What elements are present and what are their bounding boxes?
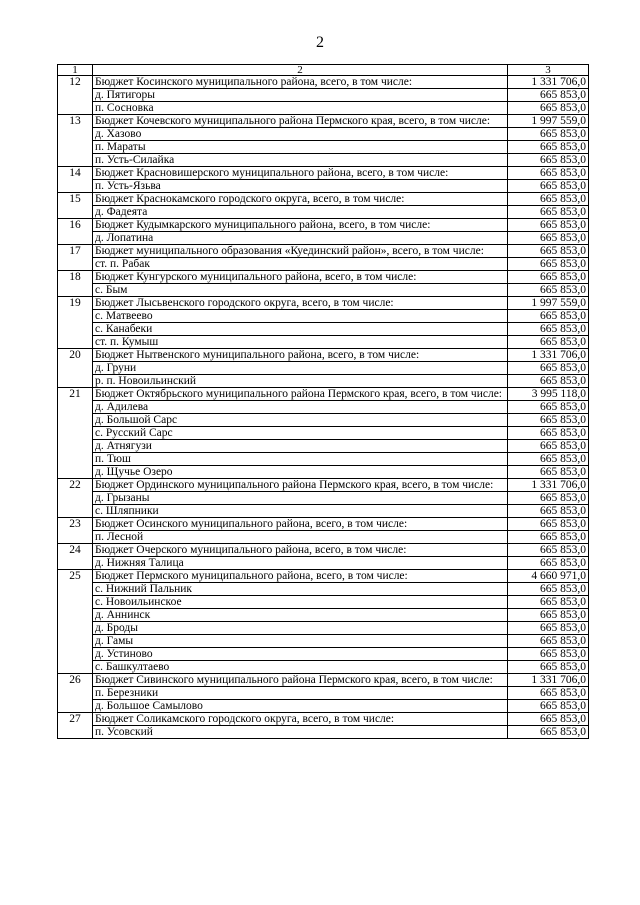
settlement-amount: 665 853,0 bbox=[508, 635, 589, 648]
settlement-amount: 665 853,0 bbox=[508, 323, 589, 336]
table-row-group-title bbox=[58, 167, 589, 180]
budget-title: Бюджет Краснокамского городского округа, всего, в том числе: bbox=[93, 193, 508, 206]
settlement-amount: 665 853,0 bbox=[508, 336, 589, 349]
budget-title: Бюджет Пермского муниципального района, всего, в том числе: bbox=[93, 570, 508, 583]
settlement-amount: 665 853,0 bbox=[508, 258, 589, 271]
budget-total: 665 853,0 bbox=[508, 219, 589, 232]
settlement-amount: 665 853,0 bbox=[508, 622, 589, 635]
row-number: 17 bbox=[58, 245, 93, 271]
row-number: 19 bbox=[58, 297, 93, 349]
table-row bbox=[58, 141, 589, 154]
table-row-group-title bbox=[58, 297, 589, 310]
column-header: 3 bbox=[508, 65, 589, 76]
row-number: 14 bbox=[58, 167, 93, 193]
settlement-amount: 665 853,0 bbox=[508, 557, 589, 570]
settlement-amount: 665 853,0 bbox=[508, 362, 589, 375]
budget-total: 3 995 118,0 bbox=[508, 388, 589, 401]
settlement-name: д. Щучье Озеро bbox=[93, 466, 508, 479]
row-number: 24 bbox=[58, 544, 93, 570]
budget-title: Бюджет Октябрьского муниципального района Пермского края, всего, в том числе: bbox=[93, 388, 508, 401]
table-row bbox=[58, 362, 589, 375]
settlement-name: д. Аннинск bbox=[93, 609, 508, 622]
table-row bbox=[58, 323, 589, 336]
settlement-amount: 665 853,0 bbox=[508, 89, 589, 102]
budget-title: Бюджет Лысьвенского городского округа, всего, в том числе: bbox=[93, 297, 508, 310]
table-row bbox=[58, 531, 589, 544]
settlement-amount: 665 853,0 bbox=[508, 375, 589, 388]
table-row-group-title bbox=[58, 193, 589, 206]
table-row-group-title bbox=[58, 271, 589, 284]
budget-title: Бюджет Кочевского муниципального района Пермского края, всего, в том числе: bbox=[93, 115, 508, 128]
table-row bbox=[58, 336, 589, 349]
settlement-name: с. Бым bbox=[93, 284, 508, 297]
table-row bbox=[58, 414, 589, 427]
settlement-amount: 665 853,0 bbox=[508, 232, 589, 245]
settlement-amount: 665 853,0 bbox=[508, 453, 589, 466]
settlement-name: д. Большой Сарс bbox=[93, 414, 508, 427]
table-row bbox=[58, 609, 589, 622]
table-row bbox=[58, 557, 589, 570]
settlement-name: д. Грызаны bbox=[93, 492, 508, 505]
table-row-group-title bbox=[58, 544, 589, 557]
settlement-name: с. Шляпники bbox=[93, 505, 508, 518]
budget-title: Бюджет Очерского муниципального района, всего, в том числе: bbox=[93, 544, 508, 557]
settlement-amount: 665 853,0 bbox=[508, 505, 589, 518]
budget-title: Бюджет Осинского муниципального района, всего, в том числе: bbox=[93, 518, 508, 531]
settlement-amount: 665 853,0 bbox=[508, 492, 589, 505]
settlement-name: д. Большое Самылово bbox=[93, 700, 508, 713]
row-number: 15 bbox=[58, 193, 93, 219]
settlement-amount: 665 853,0 bbox=[508, 401, 589, 414]
budget-total: 665 853,0 bbox=[508, 713, 589, 726]
settlement-amount: 665 853,0 bbox=[508, 687, 589, 700]
settlement-amount: 665 853,0 bbox=[508, 531, 589, 544]
column-header: 2 bbox=[93, 65, 508, 76]
settlement-name: д. Адилева bbox=[93, 401, 508, 414]
row-number: 26 bbox=[58, 674, 93, 713]
table-row bbox=[58, 635, 589, 648]
budget-total: 1 997 559,0 bbox=[508, 297, 589, 310]
table-row-group-title bbox=[58, 713, 589, 726]
table-row-group-title bbox=[58, 245, 589, 258]
table-row bbox=[58, 128, 589, 141]
budget-total: 1 331 706,0 bbox=[508, 349, 589, 362]
table-row bbox=[58, 583, 589, 596]
budget-title: Бюджет Нытвенского муниципального района, всего, в том числе: bbox=[93, 349, 508, 362]
page-number: 2 bbox=[316, 34, 324, 51]
table-row bbox=[58, 440, 589, 453]
settlement-name: с. Канабеки bbox=[93, 323, 508, 336]
row-number: 22 bbox=[58, 479, 93, 518]
row-number: 13 bbox=[58, 115, 93, 167]
row-number: 23 bbox=[58, 518, 93, 544]
settlement-name: д. Лопатина bbox=[93, 232, 508, 245]
settlement-amount: 665 853,0 bbox=[508, 154, 589, 167]
budget-title: Бюджет Косинского муниципального района, всего, в том числе: bbox=[93, 76, 508, 89]
settlement-amount: 665 853,0 bbox=[508, 310, 589, 323]
settlement-amount: 665 853,0 bbox=[508, 440, 589, 453]
table-row bbox=[58, 466, 589, 479]
settlement-name: д. Гамы bbox=[93, 635, 508, 648]
table-row bbox=[58, 375, 589, 388]
table-row-group-title bbox=[58, 219, 589, 232]
settlement-amount: 665 853,0 bbox=[508, 583, 589, 596]
table-header-row bbox=[58, 65, 589, 76]
settlement-name: р. п. Новоильинский bbox=[93, 375, 508, 388]
settlement-name: п. Березники bbox=[93, 687, 508, 700]
settlement-amount: 665 853,0 bbox=[508, 700, 589, 713]
settlement-name: с. Новоильинское bbox=[93, 596, 508, 609]
table-row bbox=[58, 89, 589, 102]
settlement-amount: 665 853,0 bbox=[508, 648, 589, 661]
settlement-name: с. Русский Сарс bbox=[93, 427, 508, 440]
settlement-name: д. Груни bbox=[93, 362, 508, 375]
budget-total: 665 853,0 bbox=[508, 518, 589, 531]
settlement-name: ст. п. Кумыш bbox=[93, 336, 508, 349]
settlement-name: п. Лесной bbox=[93, 531, 508, 544]
settlement-name: п. Сосновка bbox=[93, 102, 508, 115]
table-row bbox=[58, 102, 589, 115]
settlement-amount: 665 853,0 bbox=[508, 180, 589, 193]
table-row-group-title bbox=[58, 570, 589, 583]
budget-title: Бюджет Красновишерского муниципального района, всего, в том числе: bbox=[93, 167, 508, 180]
table-row bbox=[58, 284, 589, 297]
settlement-amount: 665 853,0 bbox=[508, 206, 589, 219]
table-row bbox=[58, 726, 589, 739]
settlement-name: д. Фадеята bbox=[93, 206, 508, 219]
table-row bbox=[58, 700, 589, 713]
table-row-group-title bbox=[58, 115, 589, 128]
row-number: 21 bbox=[58, 388, 93, 479]
settlement-amount: 665 853,0 bbox=[508, 128, 589, 141]
row-number: 16 bbox=[58, 219, 93, 245]
settlement-amount: 665 853,0 bbox=[508, 414, 589, 427]
column-header: 1 bbox=[58, 65, 93, 76]
table-row bbox=[58, 427, 589, 440]
budget-total: 1 997 559,0 bbox=[508, 115, 589, 128]
table-row bbox=[58, 622, 589, 635]
table-row-group-title bbox=[58, 479, 589, 492]
row-number: 20 bbox=[58, 349, 93, 388]
settlement-amount: 665 853,0 bbox=[508, 596, 589, 609]
budget-title: Бюджет Ординского муниципального района Пермского края, всего, в том числе: bbox=[93, 479, 508, 492]
settlement-name: п. Усовский bbox=[93, 726, 508, 739]
table-row-group-title bbox=[58, 674, 589, 687]
table-row bbox=[58, 648, 589, 661]
settlement-amount: 665 853,0 bbox=[508, 102, 589, 115]
table-row bbox=[58, 492, 589, 505]
settlement-amount: 665 853,0 bbox=[508, 609, 589, 622]
table-row bbox=[58, 180, 589, 193]
table-row-group-title bbox=[58, 76, 589, 89]
table-row bbox=[58, 687, 589, 700]
settlement-name: п. Усть-Язьва bbox=[93, 180, 508, 193]
budget-total: 665 853,0 bbox=[508, 271, 589, 284]
budget-total: 1 331 706,0 bbox=[508, 479, 589, 492]
settlement-name: с. Матвеево bbox=[93, 310, 508, 323]
settlement-amount: 665 853,0 bbox=[508, 141, 589, 154]
table-row bbox=[58, 206, 589, 219]
table-row bbox=[58, 154, 589, 167]
settlement-name: п. Тюш bbox=[93, 453, 508, 466]
budget-total: 4 660 971,0 bbox=[508, 570, 589, 583]
settlement-amount: 665 853,0 bbox=[508, 466, 589, 479]
settlement-name: с. Нижний Пальник bbox=[93, 583, 508, 596]
settlement-amount: 665 853,0 bbox=[508, 661, 589, 674]
settlement-amount: 665 853,0 bbox=[508, 284, 589, 297]
table-row bbox=[58, 232, 589, 245]
budget-total: 665 853,0 bbox=[508, 193, 589, 206]
budget-total: 665 853,0 bbox=[508, 167, 589, 180]
row-number: 25 bbox=[58, 570, 93, 674]
table-row bbox=[58, 258, 589, 271]
table-row-group-title bbox=[58, 388, 589, 401]
table-row-group-title bbox=[58, 518, 589, 531]
settlement-name: д. Броды bbox=[93, 622, 508, 635]
budget-total: 1 331 706,0 bbox=[508, 76, 589, 89]
budget-total: 665 853,0 bbox=[508, 544, 589, 557]
table-row bbox=[58, 401, 589, 414]
table-row bbox=[58, 505, 589, 518]
table-row bbox=[58, 596, 589, 609]
settlement-name: с. Башкултаево bbox=[93, 661, 508, 674]
settlement-amount: 665 853,0 bbox=[508, 427, 589, 440]
settlement-name: д. Атнягузи bbox=[93, 440, 508, 453]
row-number: 12 bbox=[58, 76, 93, 115]
budget-title: Бюджет Кунгурского муниципального района, всего, в том числе: bbox=[93, 271, 508, 284]
settlement-name: д. Нижняя Талица bbox=[93, 557, 508, 570]
row-number: 27 bbox=[58, 713, 93, 739]
settlement-name: д. Пятигоры bbox=[93, 89, 508, 102]
budget-title: Бюджет Сивинского муниципального района Пермского края, всего, в том числе: bbox=[93, 674, 508, 687]
budget-title: Бюджет Соликамского городского округа, всего, в том числе: bbox=[93, 713, 508, 726]
table-row-group-title bbox=[58, 349, 589, 362]
budget-table bbox=[57, 64, 589, 739]
settlement-name: д. Устиново bbox=[93, 648, 508, 661]
settlement-name: п. Усть-Силайка bbox=[93, 154, 508, 167]
budget-title: Бюджет муниципального образования «Куединский район», всего, в том числе: bbox=[93, 245, 508, 258]
row-number: 18 bbox=[58, 271, 93, 297]
table-row bbox=[58, 661, 589, 674]
settlement-name: д. Хазово bbox=[93, 128, 508, 141]
budget-total: 1 331 706,0 bbox=[508, 674, 589, 687]
table-row bbox=[58, 453, 589, 466]
settlement-name: п. Мараты bbox=[93, 141, 508, 154]
budget-title: Бюджет Кудымкарского муниципального района, всего, в том числе: bbox=[93, 219, 508, 232]
settlement-amount: 665 853,0 bbox=[508, 726, 589, 739]
settlement-name: ст. п. Рабак bbox=[93, 258, 508, 271]
budget-total: 665 853,0 bbox=[508, 245, 589, 258]
table-row bbox=[58, 310, 589, 323]
table-body bbox=[58, 76, 589, 739]
